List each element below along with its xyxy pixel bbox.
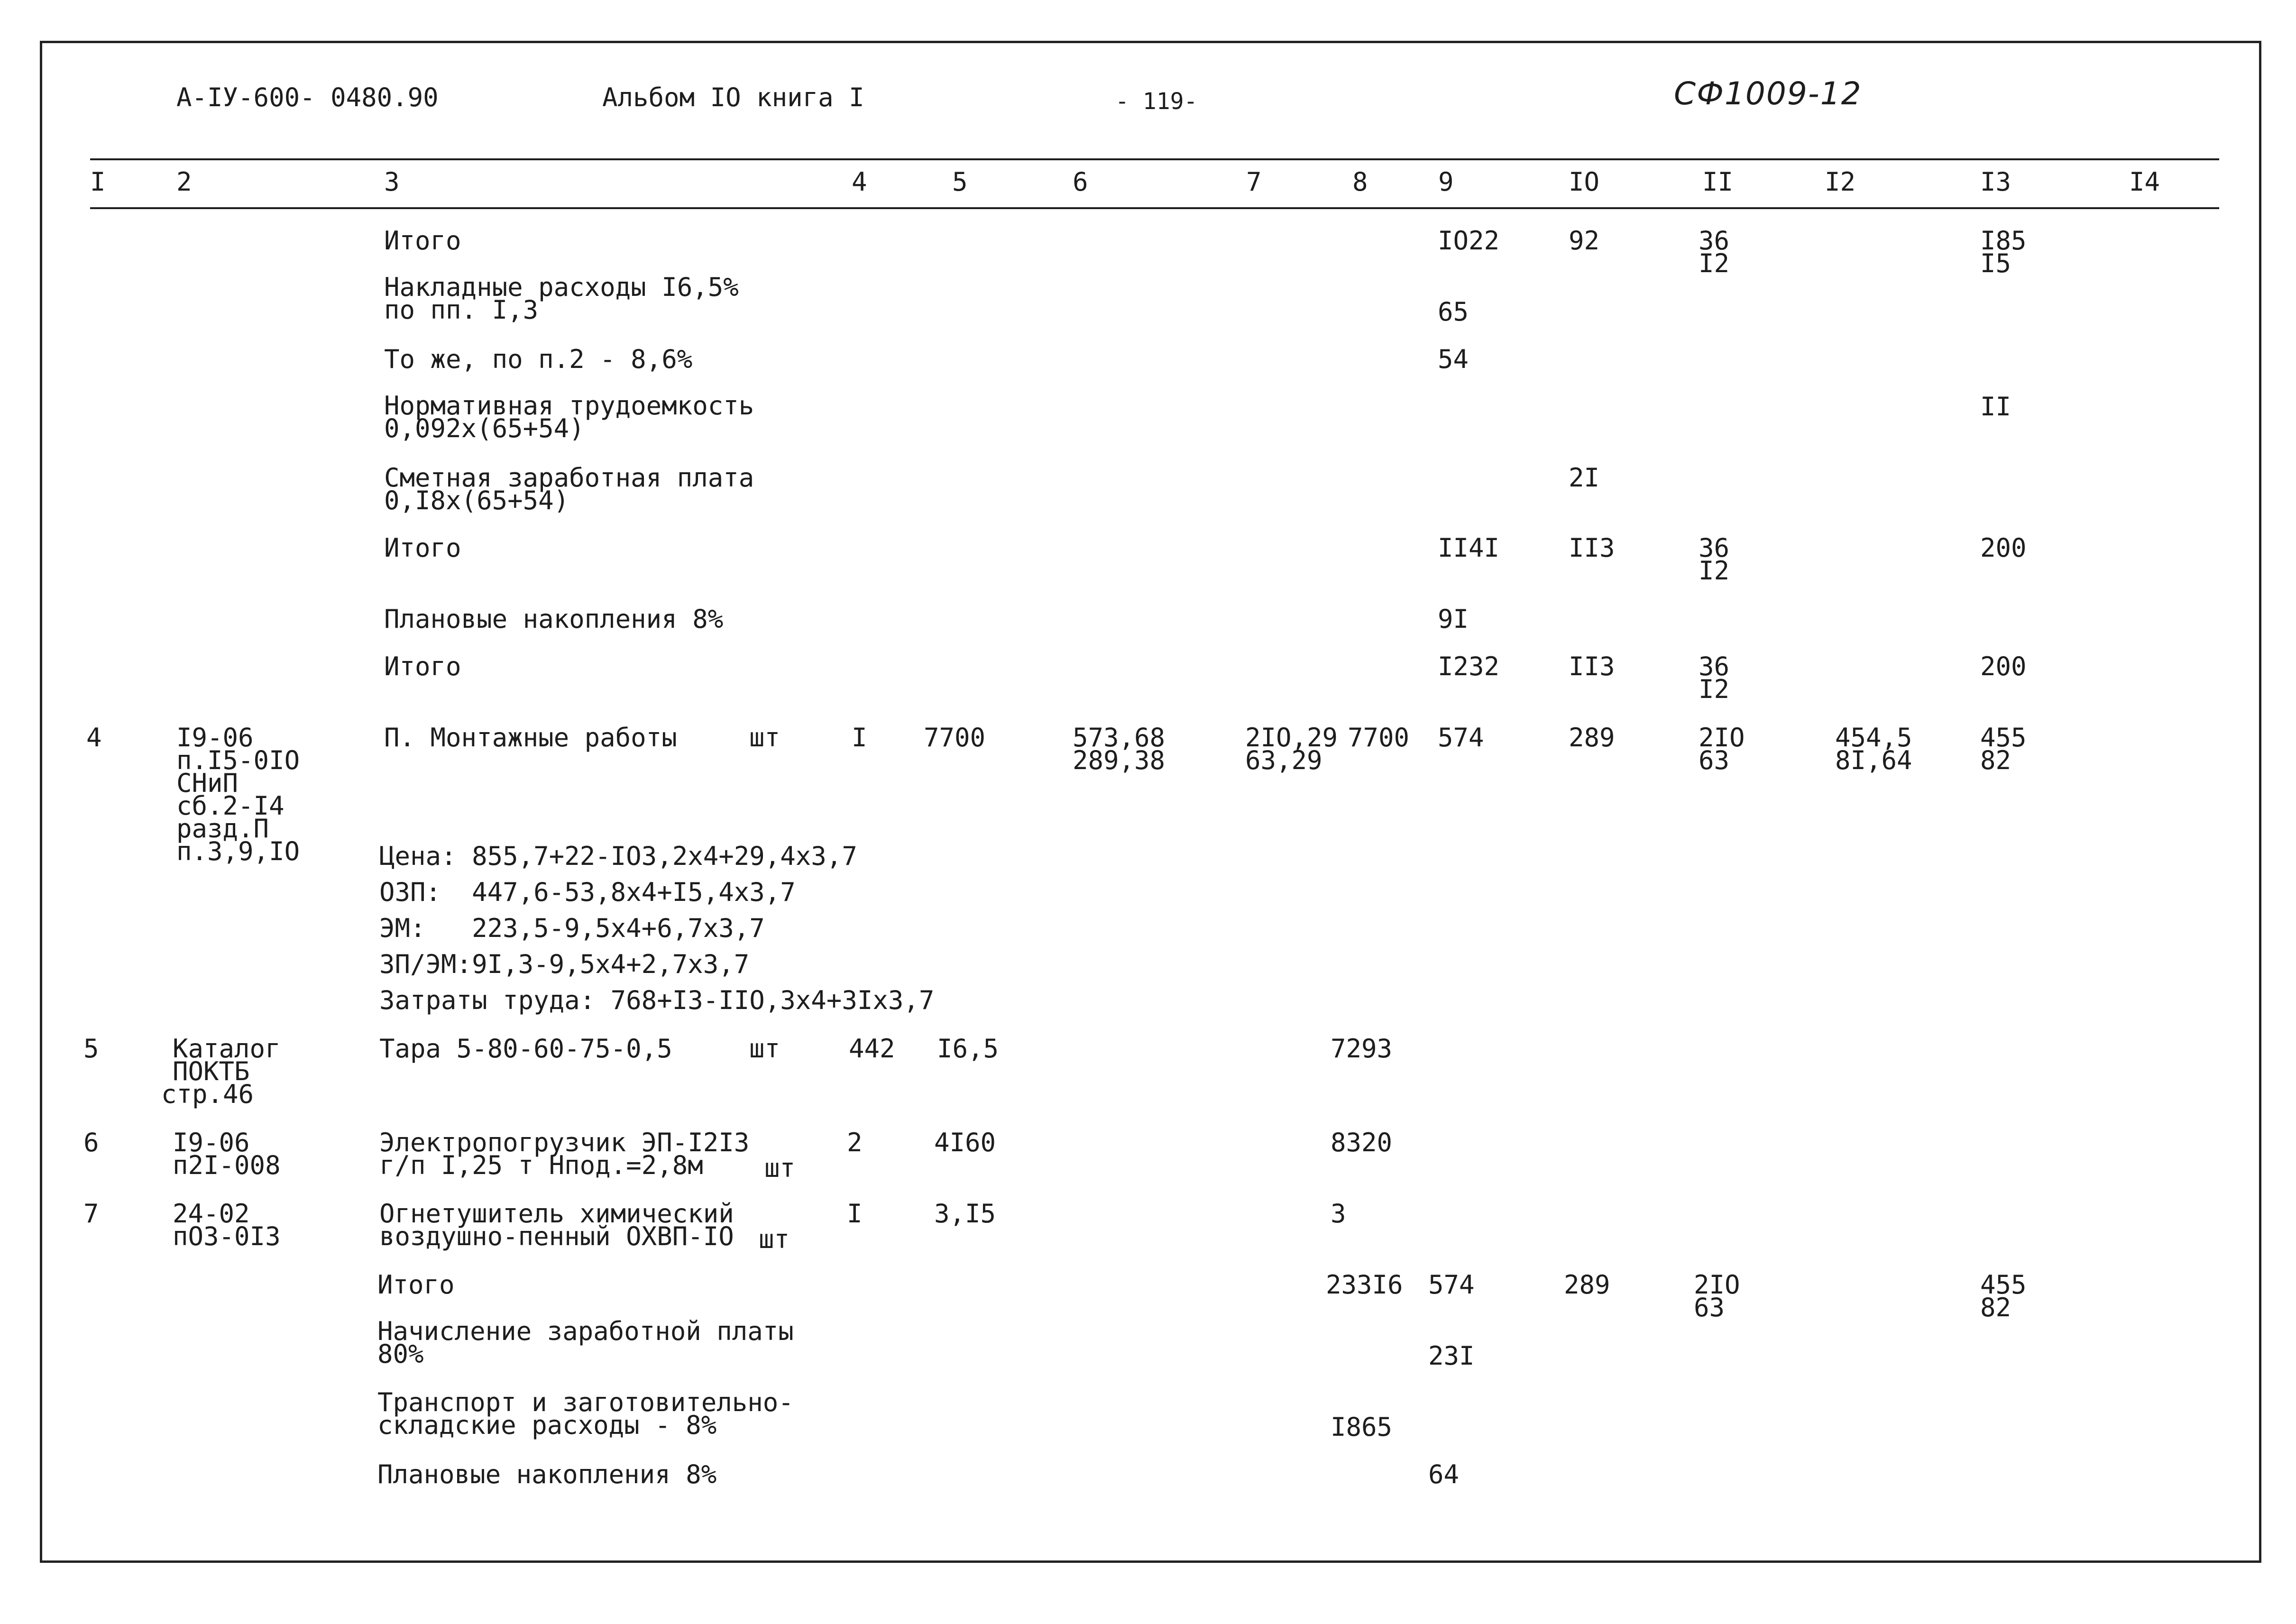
cell-col-13: I85 — [1980, 226, 2027, 256]
row-description: по пп. I,3 — [384, 295, 539, 325]
row-unit: шт — [764, 1153, 796, 1183]
column-header: I2 — [1825, 167, 1856, 197]
cell-col-12: 8I,64 — [1835, 745, 1912, 775]
cell-col-10: II3 — [1569, 533, 1615, 563]
row-reference: п2I-008 — [173, 1150, 281, 1180]
cell-col-13: 82 — [1980, 1293, 2011, 1322]
row-description: П. Монтажные работы — [384, 723, 677, 752]
row-description: Огнетушитель химический — [379, 1199, 734, 1229]
row-reference: пО3-0I3 — [173, 1221, 281, 1251]
cell-col-5: 3,I5 — [934, 1199, 996, 1229]
cell-col-8: 3 — [1331, 1199, 1346, 1229]
cell-col-9: 9I — [1438, 604, 1469, 634]
cell-col-7: 63,29 — [1245, 745, 1322, 775]
cell-col-12: 454,5 — [1835, 723, 1912, 752]
column-header: IO — [1569, 167, 1600, 197]
table-top-rule — [90, 158, 2219, 160]
row-number: 5 — [83, 1034, 99, 1064]
cell-col-11: 36 — [1699, 226, 1730, 256]
cell-col-10: 289 — [1569, 723, 1615, 752]
row-description: воздушно-пенный ОХВП-IO — [379, 1221, 734, 1251]
row-reference: СНиП — [176, 768, 239, 798]
cell-col-11: 2IO — [1694, 1270, 1740, 1300]
cell-col-13: I5 — [1980, 248, 2011, 278]
cell-col-9: II4I — [1438, 533, 1500, 563]
row-description: 0,I8х(65+54) — [384, 486, 569, 515]
row-description: Плановые накопления 8% — [384, 604, 724, 634]
cell-col-13: 455 — [1980, 1270, 2027, 1300]
row-reference: ПОКТБ — [173, 1056, 250, 1086]
row-number: 6 — [83, 1128, 99, 1157]
column-header: 9 — [1438, 167, 1454, 197]
row-number: 4 — [86, 723, 102, 752]
breakdown-line: ЭМ: 223,5-9,5х4+6,7х3,7 — [379, 913, 765, 943]
row-description: Электропогрузчик ЭП-I2I3 — [379, 1128, 750, 1157]
cell-col-7: 2IO,29 — [1245, 723, 1338, 752]
breakdown-line: ОЗП: 447,6-53,8х4+I5,4х3,7 — [379, 877, 796, 907]
table-header-rule — [90, 207, 2219, 209]
cell-col-9: 574 — [1428, 1270, 1475, 1300]
column-header: 7 — [1246, 167, 1262, 197]
handwritten-stamp: СФ1009-12 — [1674, 75, 1862, 112]
column-header: 2 — [176, 167, 192, 197]
row-description: Сметная заработная плата — [384, 463, 754, 493]
cell-col-9: 65 — [1438, 297, 1469, 327]
cell-col-11: 36 — [1699, 533, 1730, 563]
cell-col-11: 63 — [1694, 1293, 1725, 1322]
row-unit: шт — [749, 1034, 781, 1064]
cell-col-11: I2 — [1699, 556, 1730, 586]
cell-col-8: 7293 — [1331, 1034, 1393, 1064]
row-description: г/п I,25 т Нпод.=2,8м — [379, 1150, 703, 1180]
row-description: Плановые накопления 8% — [377, 1459, 717, 1489]
row-reference: п.I5-0IO — [176, 745, 300, 775]
cell-col-4: 442 — [849, 1034, 895, 1064]
cell-col-9: 54 — [1438, 344, 1469, 374]
cell-col-9: 64 — [1428, 1459, 1460, 1489]
cell-col-13: 200 — [1980, 533, 2027, 563]
cell-col-5: 4I60 — [934, 1128, 996, 1157]
column-header: 4 — [852, 167, 867, 197]
row-description: Итого — [384, 651, 461, 681]
column-header: I4 — [2129, 167, 2160, 197]
cell-col-6: 573,68 — [1073, 723, 1166, 752]
row-reference: сб.2-I4 — [176, 791, 285, 821]
cell-col-10: 289 — [1564, 1270, 1610, 1300]
cell-col-4: 2 — [847, 1128, 863, 1157]
cell-col-11: 63 — [1699, 745, 1730, 775]
row-unit: шт — [749, 723, 781, 752]
column-header: 8 — [1352, 167, 1368, 197]
breakdown-line: ЗП/ЭМ:9I,3-9,5х4+2,7х3,7 — [379, 949, 750, 979]
breakdown-line: Затраты труда: 768+I3-IIO,3х4+3Iх3,7 — [379, 985, 935, 1015]
cell-col-10: 92 — [1569, 226, 1600, 256]
cell-col-8: 233I6 — [1326, 1270, 1403, 1300]
row-description: То же, по п.2 - 8,6% — [384, 344, 693, 374]
cell-col-4: I — [847, 1199, 863, 1229]
cell-col-8: 8320 — [1331, 1128, 1393, 1157]
row-description: Тара 5-80-60-75-0,5 — [379, 1034, 672, 1064]
cell-col-6: 289,38 — [1073, 745, 1166, 775]
cell-col-13: 82 — [1980, 745, 2011, 775]
cell-col-9: 23I — [1428, 1341, 1475, 1371]
cell-col-8: 7700 — [1348, 723, 1410, 752]
column-header: 5 — [952, 167, 968, 197]
cell-col-10: 2I — [1569, 463, 1600, 493]
page-border — [40, 41, 2261, 1563]
page-number: - 119- — [1115, 88, 1198, 115]
cell-col-13: II — [1980, 392, 2011, 422]
cell-col-11: 36 — [1699, 651, 1730, 681]
row-reference: I9-06 — [176, 723, 254, 752]
cell-col-11: I2 — [1699, 248, 1730, 278]
row-reference: п.3,9,IO — [176, 836, 300, 866]
column-header: I3 — [1980, 167, 2011, 197]
row-reference: Каталог — [173, 1034, 281, 1064]
cell-col-9: IO22 — [1438, 226, 1500, 256]
row-description: Итого — [384, 226, 461, 256]
row-description: 0,092х(65+54) — [384, 413, 585, 443]
cell-col-13: 455 — [1980, 723, 2027, 752]
row-description: Итого — [384, 533, 461, 563]
column-header: II — [1702, 167, 1734, 197]
row-reference: I9-06 — [173, 1128, 250, 1157]
row-unit: шт — [759, 1224, 790, 1254]
cell-col-9: 574 — [1438, 723, 1484, 752]
row-description: Накладные расходы I6,5% — [384, 272, 739, 302]
row-description: складские расходы - 8% — [377, 1410, 717, 1440]
cell-col-11: I2 — [1699, 674, 1730, 704]
document-code: А-IУ-600- 0480.90 — [176, 83, 439, 112]
row-description: Транспорт и заготовительно- — [377, 1387, 794, 1417]
column-header: I — [90, 167, 106, 197]
breakdown-line: Цена: 855,7+22-IO3,2х4+29,4х3,7 — [379, 841, 857, 871]
row-description: Итого — [377, 1270, 455, 1300]
cell-col-5: 7700 — [924, 723, 986, 752]
cell-col-13: 200 — [1980, 651, 2027, 681]
row-description: Начисление заработной платы — [377, 1316, 794, 1346]
cell-col-5: I6,5 — [937, 1034, 999, 1064]
row-reference: стр.46 — [161, 1079, 254, 1109]
column-header: 3 — [384, 167, 400, 197]
cell-col-4: I — [852, 723, 867, 752]
album-label: Альбом IO книга I — [602, 83, 864, 112]
cell-col-8: I865 — [1331, 1412, 1393, 1442]
cell-col-9: I232 — [1438, 651, 1500, 681]
cell-col-10: II3 — [1569, 651, 1615, 681]
row-number: 7 — [83, 1199, 99, 1229]
row-description: 80% — [377, 1339, 424, 1369]
cell-col-11: 2IO — [1699, 723, 1745, 752]
row-reference: разд.П — [176, 814, 269, 844]
row-reference: 24-02 — [173, 1199, 250, 1229]
row-description: Нормативная трудоемкость — [384, 391, 754, 421]
column-header: 6 — [1073, 167, 1088, 197]
